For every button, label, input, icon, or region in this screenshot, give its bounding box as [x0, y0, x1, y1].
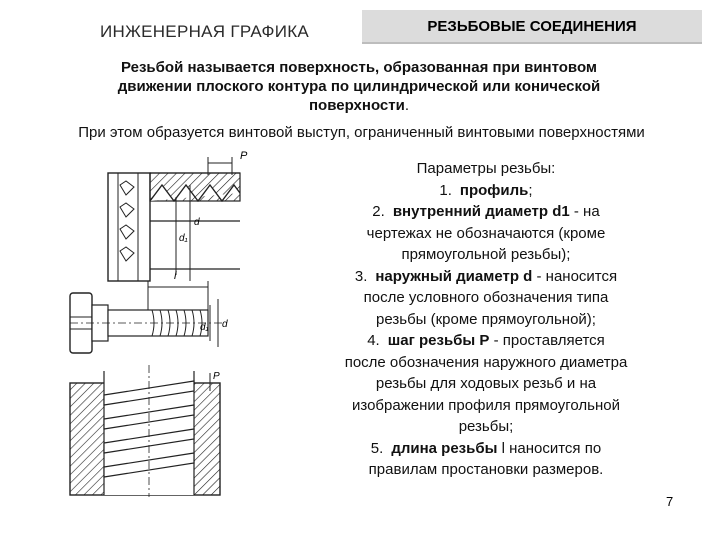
param-item-2-cont2: прямоугольной резьбы);: [401, 246, 571, 263]
length-label: l: [174, 270, 177, 282]
definition-note: При этом образуется винтовой выступ, ограниченный винтовыми поверхностями: [78, 124, 645, 141]
slide-title-box: [362, 10, 702, 44]
thread-parameters-list: [306, 158, 666, 481]
slide-title: РЕЗЬБОВЫЕ СОЕДИНЕНИЯ: [427, 18, 637, 35]
param-item-5-cont: правилам простановки размеров.: [368, 461, 604, 478]
param-item-4-cont2: резьбы для ходовых резьб и на: [375, 375, 597, 392]
param-item-5: 5. длина резьбы l наносится по: [370, 439, 602, 457]
param-item-3: 3. наружный диаметр d - наносится: [354, 267, 618, 285]
course-title: ИНЖЕНЕРНАЯ ГРАФИКА: [100, 22, 310, 41]
param-item-4-cont: после обозначения наружного диаметра: [344, 353, 628, 371]
definition-line-1: Резьбой называется поверхность, образованная при винтовом: [120, 59, 598, 76]
bolt-drawing: [70, 270, 228, 353]
definition-period: .: [404, 97, 409, 114]
param-item-2-cont: чертежах не обозначаются (кроме: [366, 224, 606, 242]
param-item-3-cont: после условного обозначения типа: [363, 289, 609, 306]
minor-diameter-label-2: d₁: [200, 322, 209, 333]
page-number: 7: [666, 494, 674, 509]
pitch-label-3: P: [213, 371, 220, 382]
thread-drawings: [60, 145, 260, 500]
param-item-4-cont3: изображении профиля прямоугольной: [352, 396, 620, 414]
rectangular-thread-drawing: [70, 365, 220, 497]
major-diameter-label-1: d: [194, 217, 200, 228]
minor-diameter-label-1: d₁: [179, 233, 188, 244]
param-item-2: 2. внутренний диаметр d1 - на: [372, 203, 600, 220]
major-diameter-label-2: d: [222, 319, 228, 330]
thread-profile-drawing: [108, 150, 248, 281]
param-item-1: 1. профиль;: [439, 181, 533, 199]
pitch-label-1: P: [240, 150, 248, 162]
param-item-3-cont2: резьбы (кроме прямоугольной);: [376, 310, 596, 328]
param-item-4: 4. шаг резьбы Р - проставляется: [367, 332, 605, 349]
params-title: Параметры резьбы:: [416, 160, 556, 177]
definition-line-3: поверхности: [308, 97, 405, 114]
definition-text: [14, 58, 704, 115]
param-item-4-cont4: резьбы;: [458, 418, 514, 435]
definition-line-2: движении плоского контура по цилиндрической или конической: [117, 78, 601, 95]
